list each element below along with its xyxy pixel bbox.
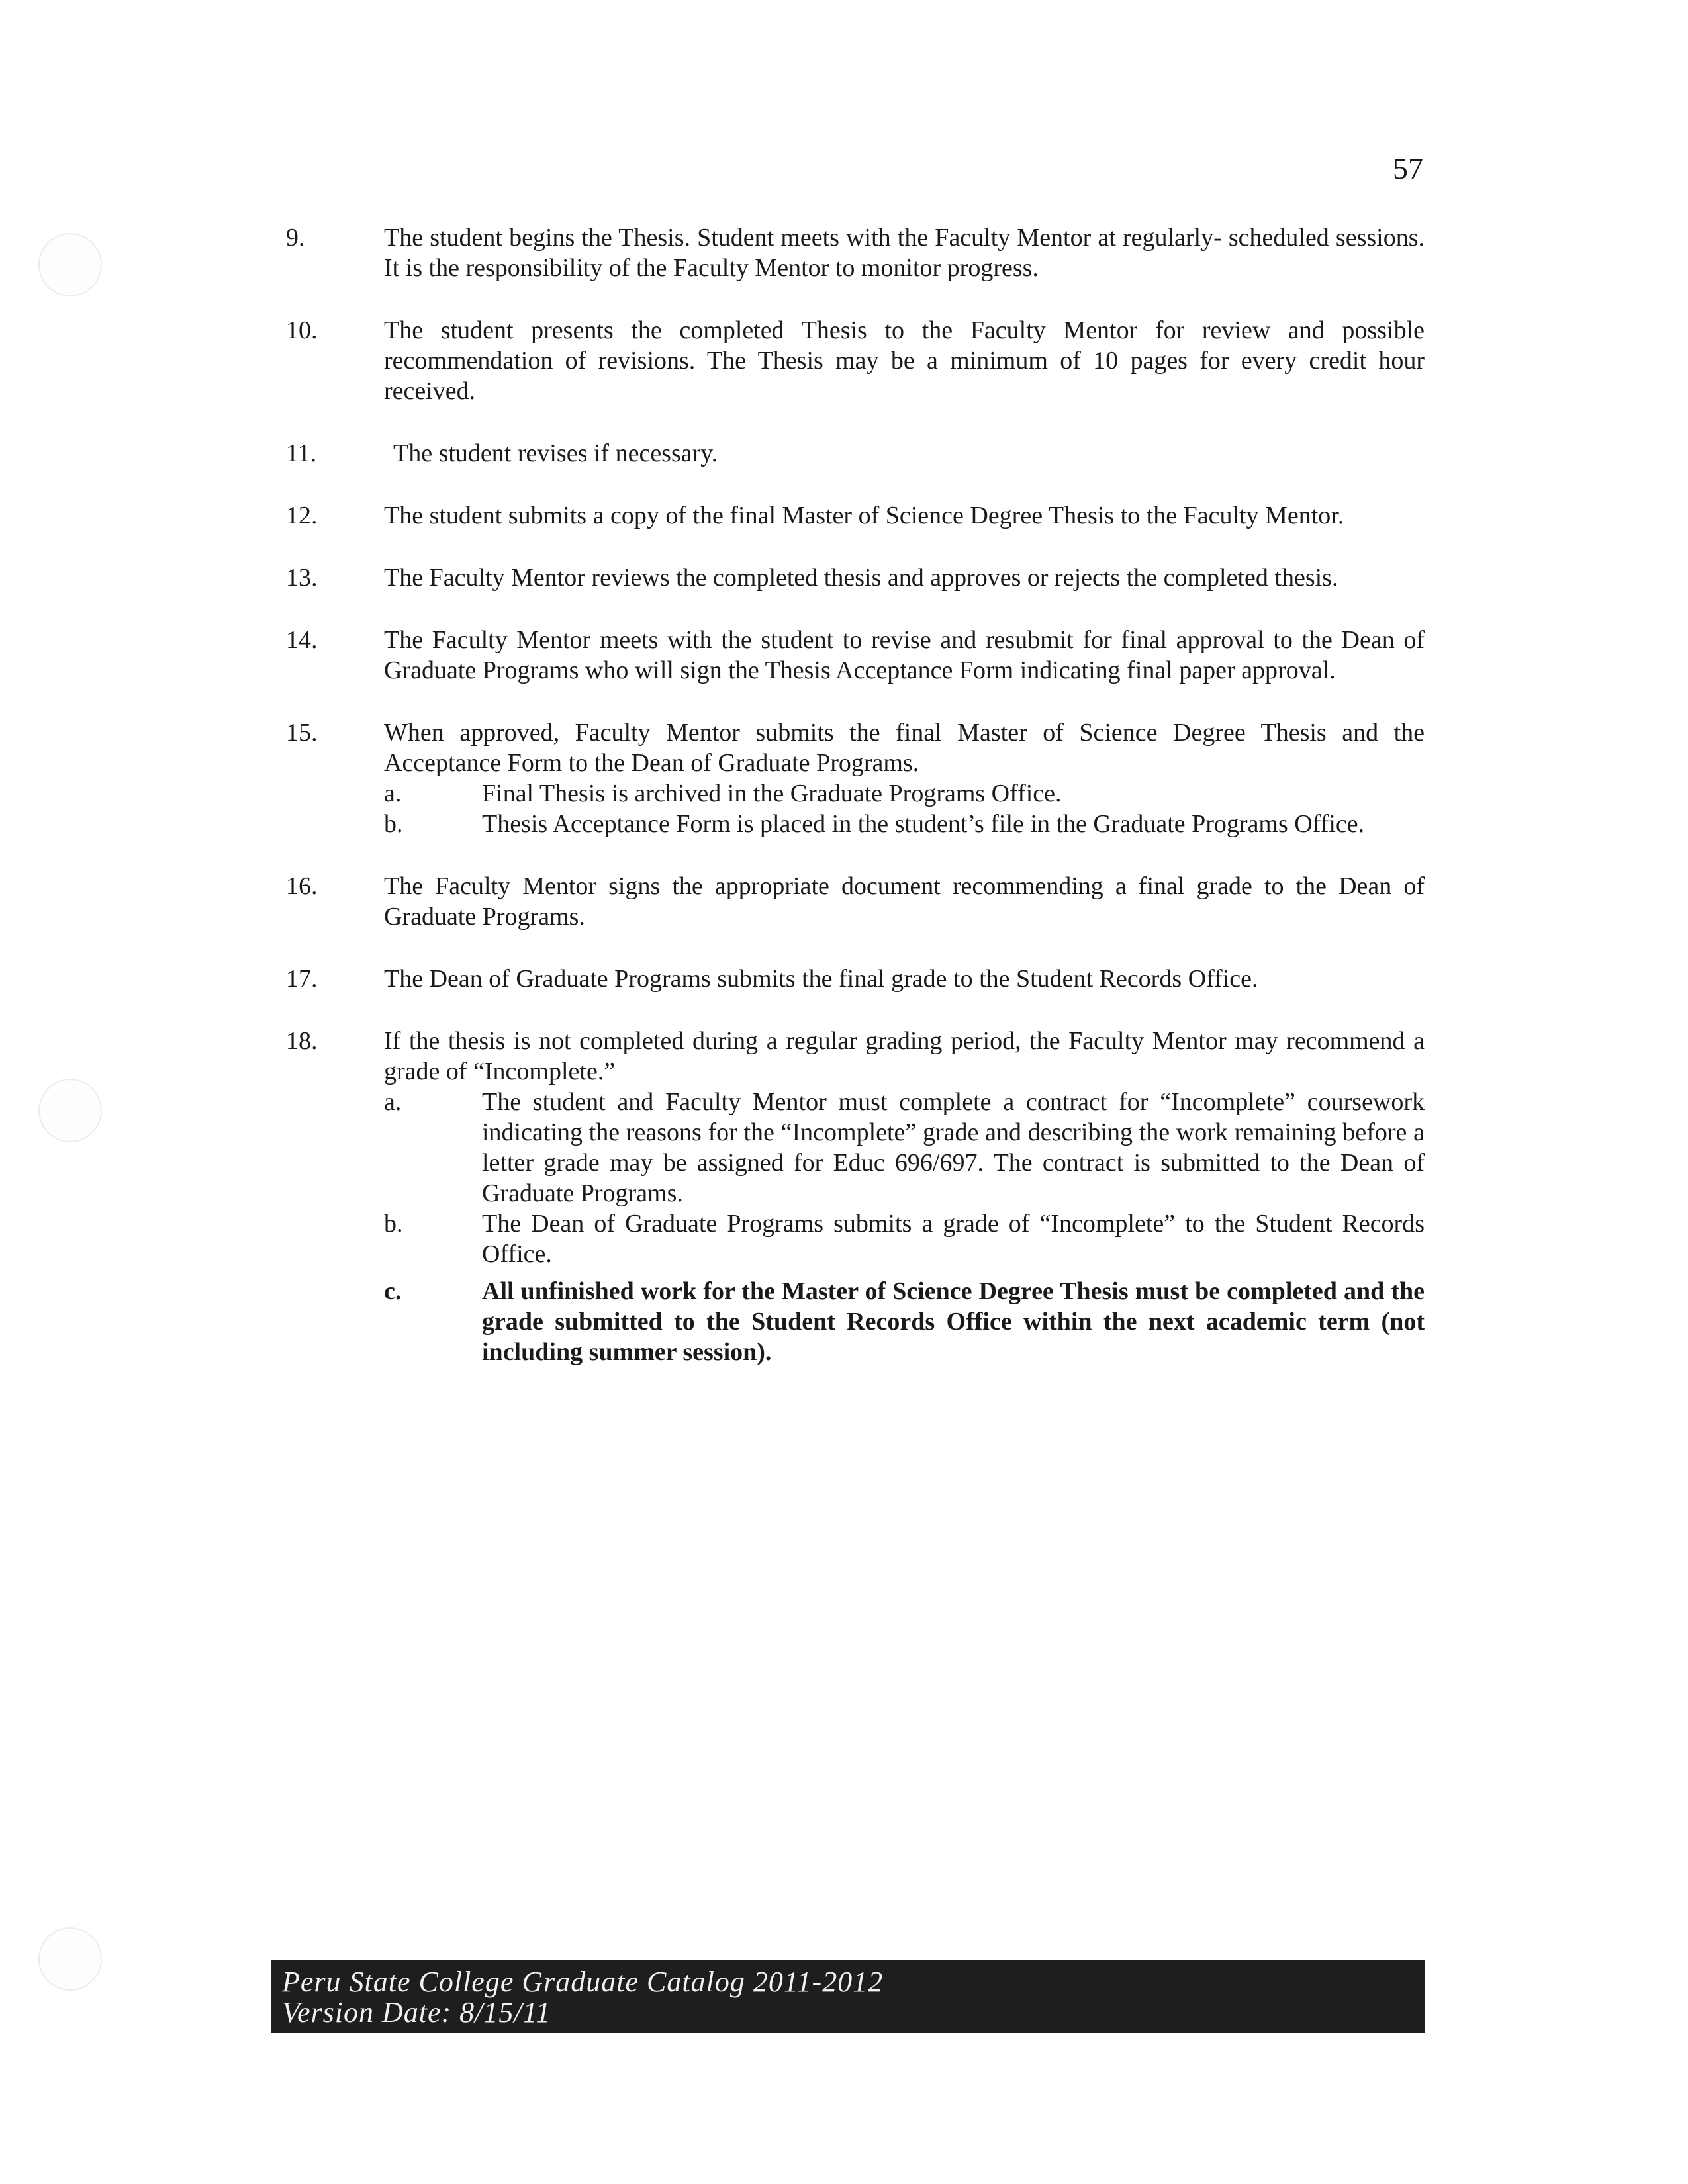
item-number: 12. — [286, 502, 318, 529]
footer-version-date: Version Date: 8/15/11 — [282, 1996, 551, 2028]
list-item-13 — [286, 563, 1425, 593]
item-number: 16. — [286, 872, 318, 900]
list-item-17 — [286, 964, 1425, 994]
sub-item-18b — [384, 1208, 1425, 1269]
sub-item-letter: b. — [384, 1210, 403, 1238]
sub-item-text: Thesis Acceptance Form is placed in the student’s file in the Graduate Programs Office. — [482, 810, 1365, 838]
sub-item-15a — [384, 778, 1425, 809]
sub-item-18c — [384, 1276, 1425, 1367]
sub-item-18a — [384, 1087, 1425, 1208]
sub-item-letter: a. — [384, 780, 402, 807]
item-text: The student revises if necessary. — [393, 439, 718, 467]
item-text: The student submits a copy of the final Master of Science Degree Thesis to the Faculty Mentor. — [384, 502, 1344, 529]
list-item-15 — [286, 717, 1425, 839]
catalog-footer-banner — [271, 1960, 1425, 2033]
item-number: 15. — [286, 719, 318, 747]
item-number: 18. — [286, 1027, 318, 1055]
page-number: 57 — [1393, 152, 1423, 185]
item-text: The student begins the Thesis. Student meets with the Faculty Mentor at regularly- scheduled sessions. It is the responsibility of the Faculty Mentor to monitor progress. — [384, 224, 1425, 282]
item-text: The Faculty Mentor meets with the student to revise and resubmit for final approval to the Dean of Graduate Programs who will sign the Thesis Acceptance Form indicating final paper approval. — [384, 626, 1425, 684]
item-number: 17. — [286, 965, 318, 993]
item-text: If the thesis is not completed during a regular grading period, the Faculty Mentor may recommend a grade of “Incomplete.” — [384, 1027, 1425, 1085]
item-text: When approved, Faculty Mentor submits the final Master of Science Degree Thesis and the Acceptance Form to the Dean of Graduate Programs. — [384, 719, 1425, 777]
item-number: 9. — [286, 224, 305, 251]
list-item-18 — [286, 1026, 1425, 1367]
item-text: The Dean of Graduate Programs submits the final grade to the Student Records Office. — [384, 965, 1258, 993]
sub-item-text: Final Thesis is archived in the Graduate Programs Office. — [482, 780, 1062, 807]
list-item-16 — [286, 871, 1425, 932]
item-number: 14. — [286, 626, 318, 654]
sub-item-text: The Dean of Graduate Programs submits a grade of “Incomplete” to the Student Records Office. — [482, 1210, 1425, 1268]
list-item-10 — [286, 315, 1425, 406]
footer-catalog-title: Peru State College Graduate Catalog 2011-2012 — [282, 1966, 884, 1998]
item-text: The Faculty Mentor signs the appropriate document recommending a final grade to the Dean of Graduate Programs. — [384, 872, 1425, 931]
item-number: 10. — [286, 316, 318, 344]
sub-item-text: All unfinished work for the Master of Science Degree Thesis must be completed and the grade submitted to the Student Records Office within the next academic term (not including summer session). — [482, 1277, 1425, 1366]
item-text: The student presents the completed Thesis to the Faculty Mentor for review and possible recommendation of revisions. The Thesis may be a minimum of 10 pages for every credit hour received. — [384, 316, 1425, 405]
sub-item-letter: a. — [384, 1088, 402, 1116]
item-number: 11. — [286, 439, 317, 467]
list-item-11 — [286, 438, 1425, 469]
sub-item-text: The student and Faculty Mentor must complete a contract for “Incomplete” coursework indicating the reasons for the “Incomplete” grade and describing the work remaining before a letter grade may be assigned for Educ 696/697. The contract is submitted to the Dean of Graduate Programs. — [482, 1088, 1425, 1207]
binder-hole-bottom — [38, 1927, 102, 1991]
procedure-list — [286, 222, 1425, 1399]
list-item-12 — [286, 500, 1425, 531]
sub-item-letter: b. — [384, 810, 403, 838]
list-item-9 — [286, 222, 1425, 283]
sub-item-15b — [384, 809, 1425, 839]
binder-hole-middle — [38, 1079, 102, 1142]
list-item-14 — [286, 625, 1425, 686]
item-number: 13. — [286, 564, 318, 592]
binder-hole-top — [38, 233, 102, 296]
sub-item-letter: c. — [384, 1277, 402, 1305]
item-text: The Faculty Mentor reviews the completed thesis and approves or rejects the completed thesis. — [384, 564, 1338, 592]
